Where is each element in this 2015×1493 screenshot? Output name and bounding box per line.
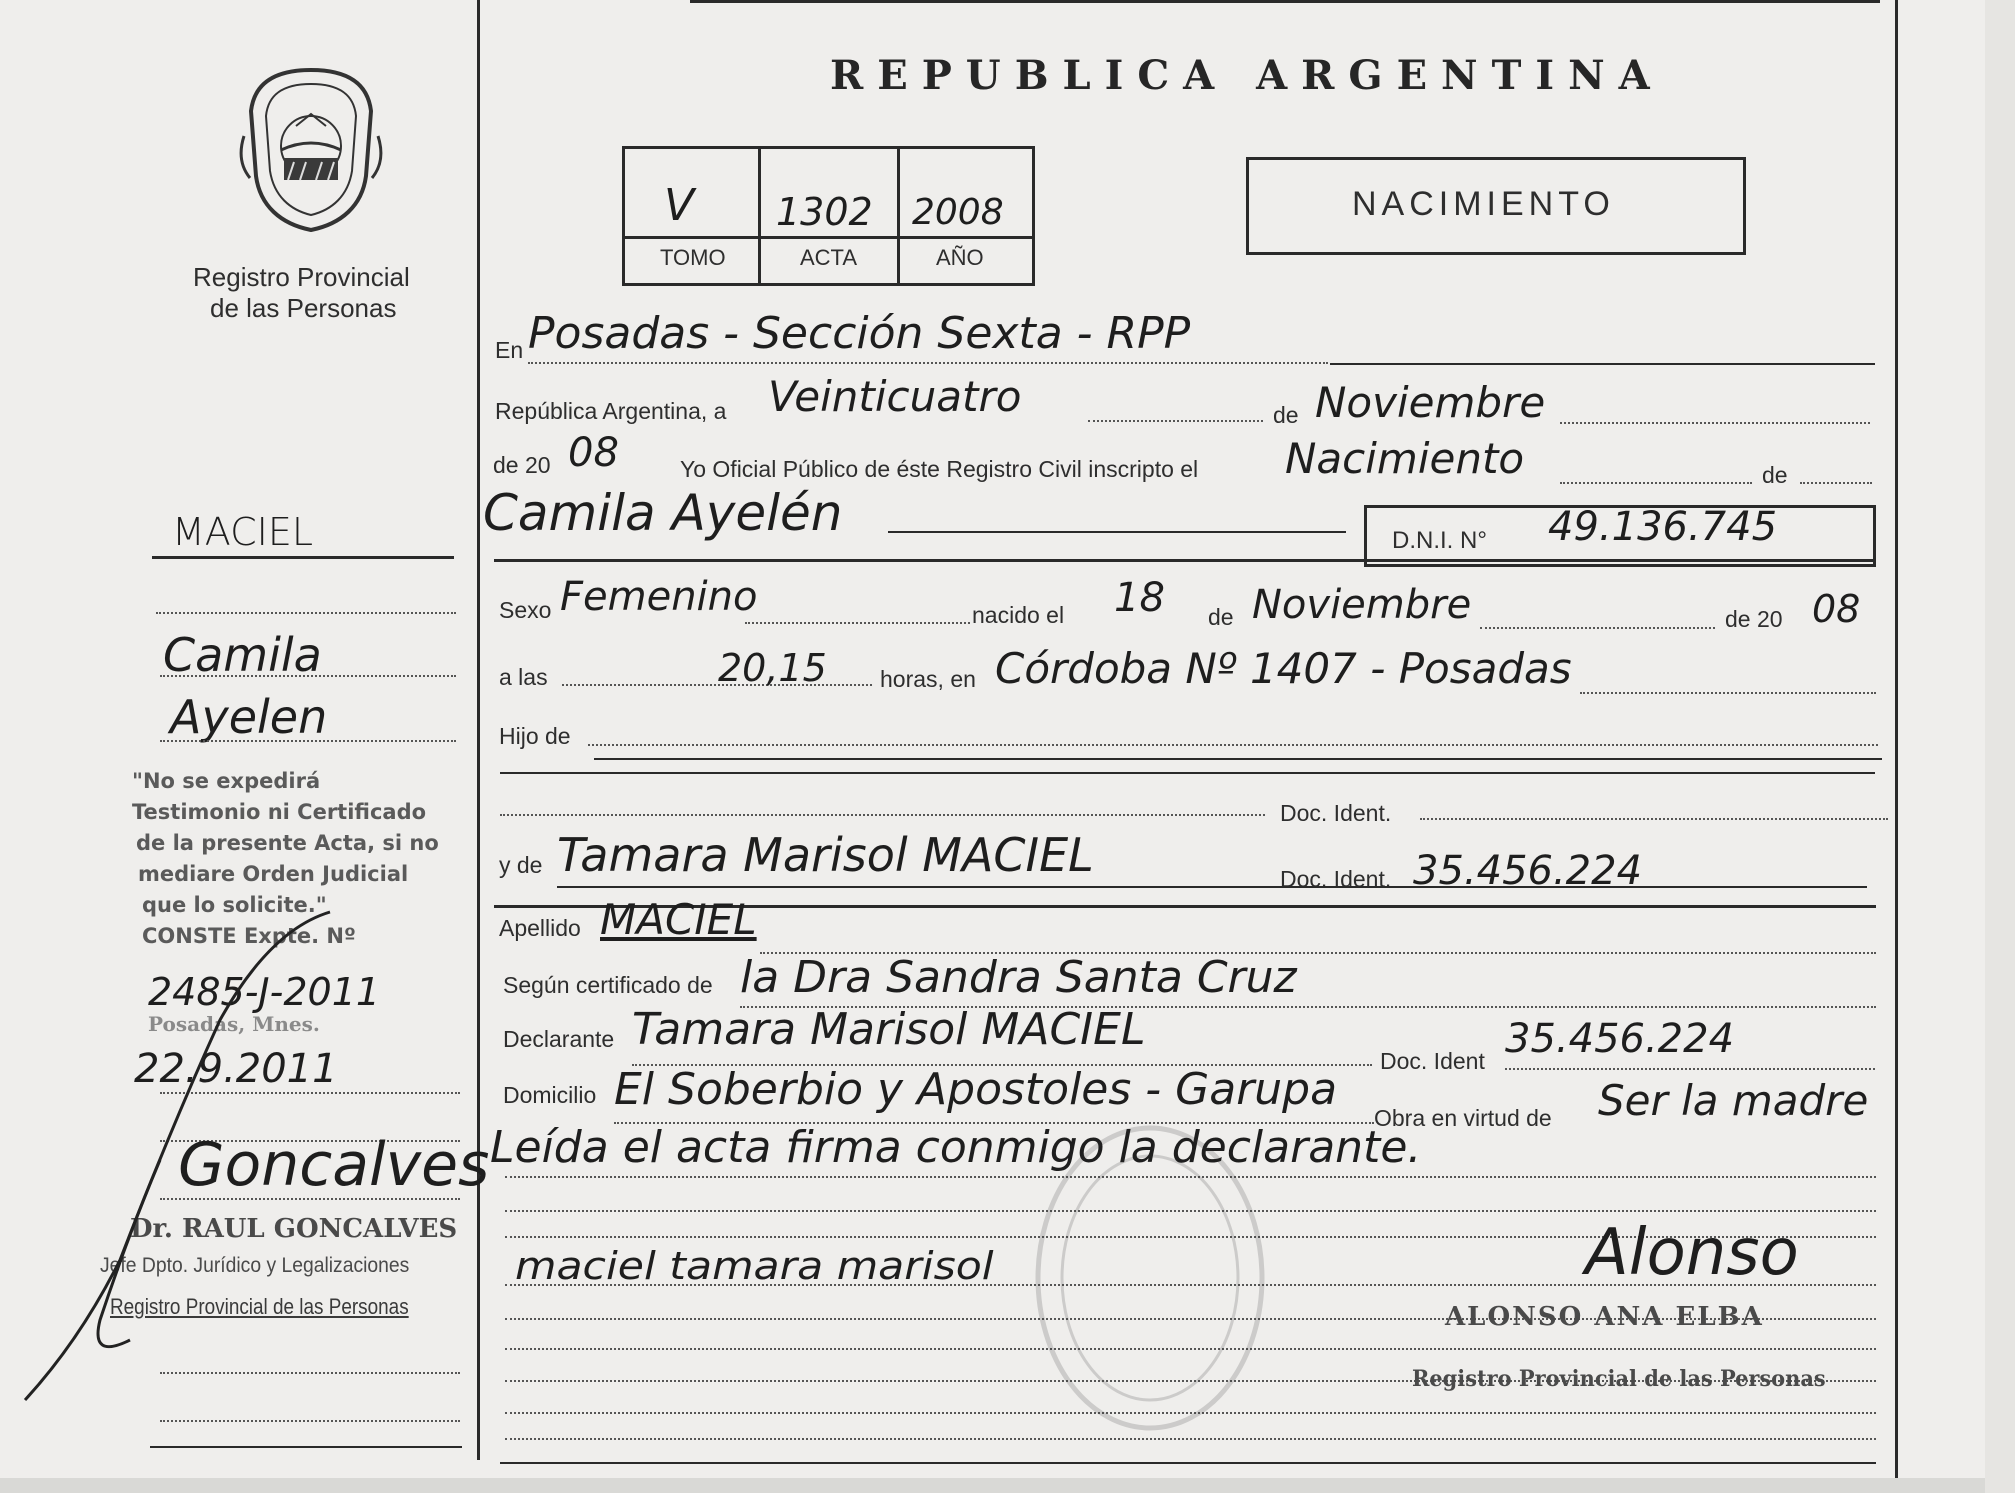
notice-line: que lo solicite." (142, 893, 327, 917)
anio-label: AÑO (936, 245, 984, 270)
right-border (1895, 0, 1898, 1478)
value-anio: 08 (568, 430, 619, 476)
value-hora: 20,15 (718, 646, 827, 690)
line-padre (500, 772, 1875, 774)
line-nombre (888, 531, 1346, 533)
dotline (160, 1420, 460, 1422)
margin-bottom-rule (150, 1446, 462, 1448)
acta-value: 1302 (776, 190, 873, 234)
notice-line: de la presente Acta, si no (136, 831, 439, 855)
margin-line (152, 556, 454, 559)
bottom-rule (500, 1462, 1876, 1464)
value-obra: Ser la madre (1598, 1076, 1869, 1125)
value-dia-nac: 18 (1114, 575, 1165, 621)
dotline (1505, 1068, 1875, 1070)
acta-label: ACTA (800, 245, 858, 270)
label-y-de: y de (499, 852, 543, 878)
margin-divider (477, 0, 480, 1460)
label-republica: República Argentina, a (495, 398, 727, 424)
record-type: NACIMIENTO (1352, 185, 1615, 223)
margin-official-name: Dr. RAUL GONCALVES (130, 1214, 458, 1244)
label-sexo: Sexo (499, 597, 552, 623)
label-declarante: Declarante (503, 1026, 615, 1052)
official-signature: Alonso (1585, 1216, 1799, 1290)
dotline (500, 814, 1265, 816)
label-doc-ident-padre: Doc. Ident. (1280, 800, 1392, 826)
record-id-divider (758, 146, 761, 284)
tomo-value: V (664, 180, 695, 231)
dotline (1480, 627, 1715, 629)
margin-expte: 2485-J-2011 (148, 970, 381, 1014)
dotline (160, 740, 456, 742)
record-id-divider (897, 146, 900, 284)
margin-date: 22.9.2011 (134, 1046, 338, 1092)
value-sexo: Femenino (560, 574, 758, 620)
sheet-edge (1985, 0, 2015, 1493)
dotline (528, 362, 1328, 364)
label-de20-nac: de 20 (1725, 606, 1783, 632)
line-nombre-under (494, 559, 1876, 562)
label-obra: Obra en virtud de (1374, 1105, 1552, 1131)
label-de20: de 20 (493, 452, 551, 478)
dotline (156, 612, 456, 614)
value-certificado: la Dra Sandra Santa Cruz (740, 952, 1297, 1003)
dotline (1800, 482, 1872, 484)
value-nombre: Camila Ayelén (483, 484, 843, 542)
label-doc-ident-dec: Doc. Ident (1380, 1048, 1485, 1074)
label-de-mes: de (1208, 604, 1234, 630)
label-yo-oficial: Yo Oficial Público de éste Registro Civil inscripto el (680, 456, 1199, 482)
notice-line: mediare Orden Judicial (138, 862, 409, 886)
margin-place: Posadas, Mnes. (148, 1012, 320, 1036)
margin-signature-stroke (20, 900, 400, 1420)
value-lugar: Posadas - Sección Sexta - RPP (528, 308, 1191, 359)
value-dia: Veinticuatro (768, 372, 1022, 421)
office-line1: Registro Provincial (193, 262, 410, 292)
value-lugar-nac: Córdoba Nº 1407 - Posadas (995, 644, 1572, 693)
label-domicilio: Domicilio (503, 1082, 597, 1108)
page-title: REPUBLICA ARGENTINA (830, 52, 1664, 99)
value-declarante: Tamara Marisol MACIEL (632, 1004, 1146, 1055)
label-en: En (495, 337, 524, 363)
official-office: Registro Provincial de las Personas (1412, 1366, 1826, 1392)
label-de: de (1273, 402, 1299, 428)
value-observacion: Leída el acta firma conmigo la declarante. (490, 1122, 1422, 1173)
dotline (160, 675, 456, 677)
value-madre-doc: 35.456.224 (1413, 848, 1643, 894)
dotline (1088, 420, 1263, 422)
line-lugar (1330, 363, 1875, 365)
value-apellido: MACIEL (600, 895, 757, 944)
line-madre (557, 886, 1867, 888)
line-hijo (594, 758, 1882, 760)
dotline (1580, 692, 1876, 694)
margin-given1: Camila (163, 628, 322, 682)
margin-official-role: Jefe Dpto. Jurídico y Legalizaciones (100, 1254, 410, 1277)
value-anio-nac: 08 (1812, 587, 1861, 631)
value-acto: Nacimiento (1285, 434, 1525, 483)
tomo-label: TOMO (660, 245, 726, 270)
label-apellido: Apellido (499, 915, 581, 941)
notice-line: Testimonio ni Certificado (132, 800, 427, 824)
dotline (588, 744, 1878, 746)
value-mes-nac: Noviembre (1252, 582, 1472, 628)
margin-official-office: Registro Provincial de las Personas (110, 1294, 409, 1319)
value-madre: Tamara Marisol MACIEL (557, 828, 1094, 882)
label-dni: D.N.I. N° (1392, 527, 1487, 554)
value-dni: 49.136.745 (1548, 504, 1778, 550)
dotline (1420, 818, 1888, 820)
dotline (745, 622, 970, 624)
dotline (1560, 422, 1870, 424)
value-mes: Noviembre (1315, 378, 1546, 427)
label-nacido: nacido el (972, 602, 1065, 628)
dotline (505, 1438, 1876, 1440)
label-doc-ident-madre: Doc. Ident. (1280, 866, 1392, 892)
value-declarante-doc: 35.456.224 (1505, 1016, 1735, 1062)
margin-signature: Goncalves (178, 1130, 490, 1200)
value-domicilio: El Soberbio y Apostoles - Garupa (614, 1064, 1338, 1115)
label-horas: horas, en (880, 666, 976, 692)
label-hijo: Hijo de (499, 723, 571, 749)
margin-given2: Ayelen (170, 690, 328, 744)
round-stamp-icon (1030, 1118, 1270, 1438)
notice-line: "No se expedirá (132, 769, 321, 793)
label-a-las: a las (499, 664, 548, 690)
official-name: ALONSO ANA ELBA (1445, 1302, 1764, 1332)
notice-line: CONSTE Expte. Nº (142, 924, 356, 948)
top-rule (690, 0, 1880, 3)
label-de-acto: de (1762, 462, 1788, 488)
declarant-signature: maciel tamara marisol (515, 1244, 994, 1288)
office-line2: de las Personas (210, 293, 397, 323)
label-segun: Según certificado de (503, 972, 713, 998)
record-id-rule (622, 236, 1032, 239)
margin-surname: MACIEL (172, 510, 314, 554)
provincial-seal-icon (236, 66, 386, 234)
dotline (1560, 482, 1752, 484)
anio-value: 2008 (912, 192, 1004, 233)
